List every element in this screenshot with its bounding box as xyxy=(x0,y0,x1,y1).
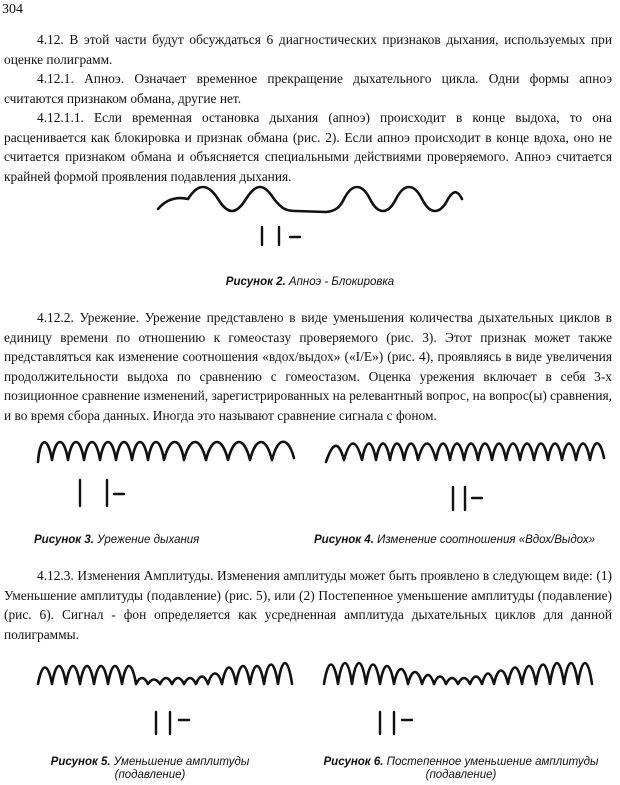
figure-3-waveform xyxy=(34,432,304,512)
paragraph: 4.12.3. Изменения Амплитуды. Изменения амплитуды может быть проявлено в следующем виде: (1) Уменьшение амплитуды (подавление) (рис. 5), или (2) Постепенное уменьшение амплитуды (подавление) (рис. 6). Сигнал - фон определяется как усредненная амплитуда дыхательных циклов для данной полиграммы. xyxy=(4,568,612,642)
figure-5-caption: Рисунок 5. Уменьшение амплитуды (подавление) xyxy=(50,756,250,781)
section-slowing-text xyxy=(4,308,612,425)
respiration-trace xyxy=(38,663,292,684)
paragraph: 4.12.1. Апноэ. Означает временное прекращение дыхательного цикла. Одни формы апноэ считаются признаком обмана, другие нет. xyxy=(4,71,612,106)
figure-3-caption: Рисунок 3. Урежение дыхания xyxy=(34,534,200,546)
figure-6-caption: Рисунок 6. Постепенное уменьшение амплитуды (подавление) xyxy=(323,756,599,781)
figure-2-caption: Рисунок 2. Апноэ - Блокировка xyxy=(225,276,395,288)
paragraph: 4.12. В этой части будут обсуждаться 6 диагностических признаков дыхания, используемых при оценке полиграмм. xyxy=(4,32,612,67)
figure-4-waveform xyxy=(322,432,612,512)
page-number: 304 xyxy=(2,2,23,17)
figure-6-waveform xyxy=(320,648,610,738)
section-amplitude-text xyxy=(4,566,612,644)
figure-4-caption: Рисунок 4. Изменение соотношения «Вдох/Выдох» xyxy=(314,534,596,546)
figure-2-waveform xyxy=(150,185,470,250)
section-apnea-text xyxy=(4,30,612,186)
figure-5-waveform xyxy=(34,648,304,738)
respiration-trace xyxy=(324,663,592,684)
respiration-trace xyxy=(158,187,462,212)
respiration-trace xyxy=(38,442,294,462)
paragraph: 4.12.1.1. Если временная остановка дыхания (апноэ) происходит в конце выдоха, то она расценивается как блокировка и признак обмана (рис. 2). Если апноэ происходит в конце вдоха, оно не считается признаком обмана и объясняется специальными действиями проверяемого. Апноэ считается крайней формой проявления подавления дыхания. xyxy=(4,110,612,184)
paragraph: 4.12.2. Урежение. Урежение представлено в виде уменьшения количества дыхательных циклов в единицу времени по отношению к гомеостазу проверяемого (рис. 3). Этот признак может также представляться как изменение соотношения «вдох/выдох» («I/E») (рис. 4), проявляясь в виде увеличения продолжительности выдоха по сравнению с гомеостазом. Оценка урежения включает в себя 3-х позиционное сравнение изменений, зарегистрированных на релевантный вопрос, на вопрос(ы) сравнения, и во время сбора данных. Иногда это называют сравнение сигнала с фоном. xyxy=(4,310,612,423)
respiration-trace xyxy=(326,443,604,462)
